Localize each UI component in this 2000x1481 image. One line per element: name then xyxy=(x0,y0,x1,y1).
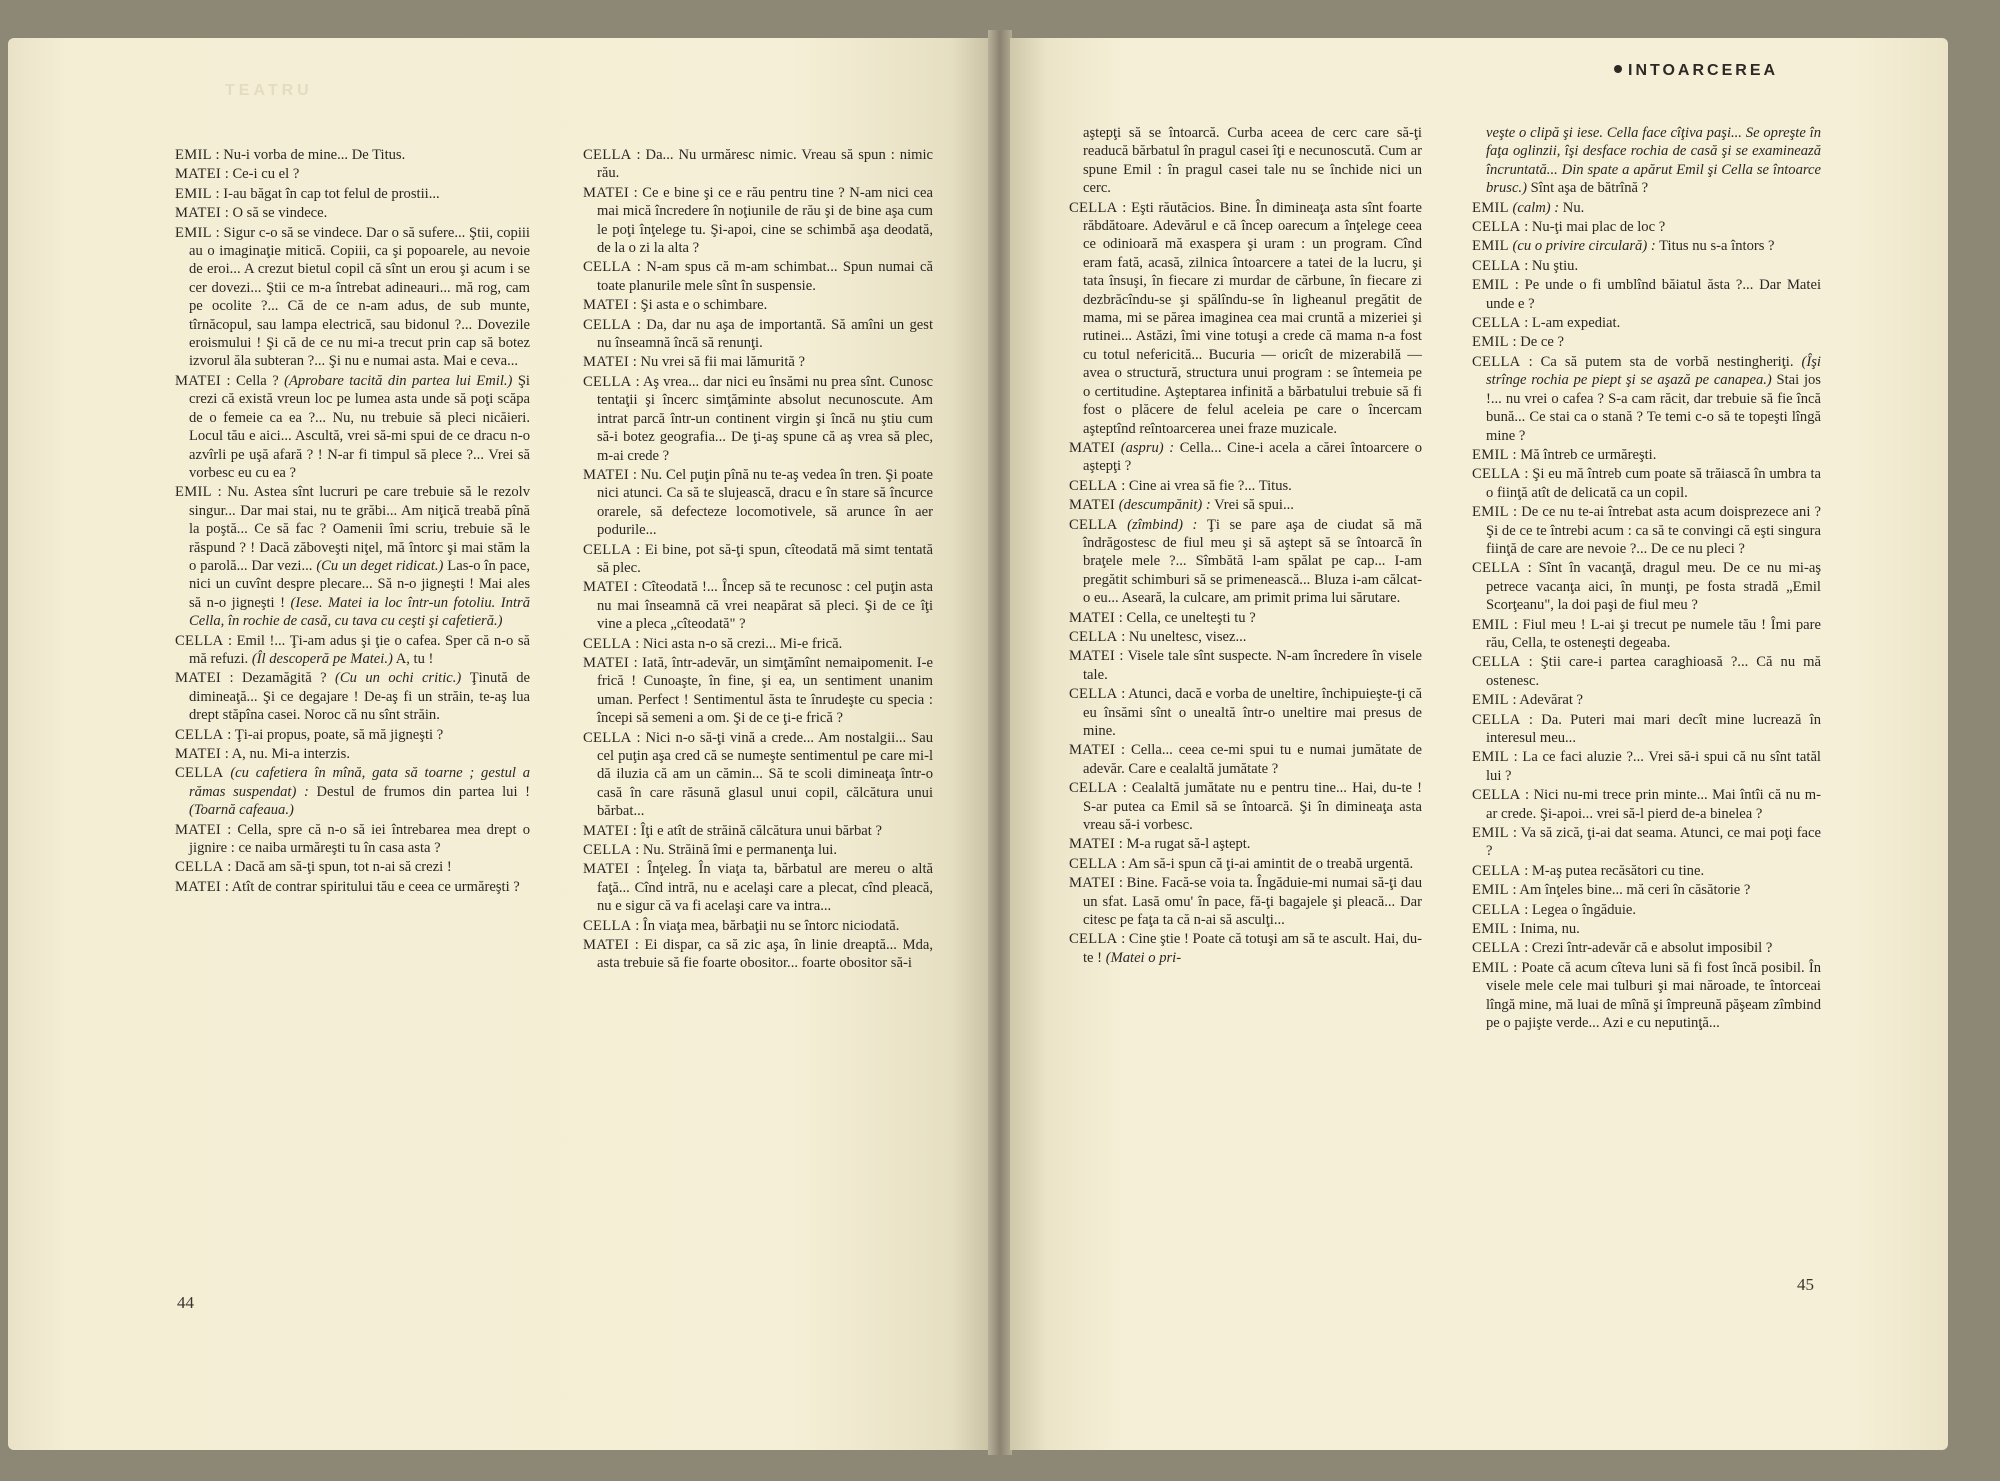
dialogue-line xyxy=(175,483,530,630)
line-text: : Cine ştie ! Poate că totuşi am să te ascult. Hai, du-te ! xyxy=(1083,931,1422,966)
speaker-name: CELLA xyxy=(175,859,224,876)
dialogue-line xyxy=(1069,628,1422,646)
dialogue-line xyxy=(583,146,933,183)
line-text: A, tu ! xyxy=(395,650,434,667)
speaker-name: MATEI xyxy=(1069,497,1116,514)
line-text: : L-am expediat. xyxy=(1524,315,1621,332)
line-text: : Nici nu-mi trece prin minte... Mai întîi că nu m-ar crede. Şi-apoi... vrei să-l pierd de-a binelea ? xyxy=(1486,787,1821,822)
speaker-name: EMIL xyxy=(1472,959,1509,976)
dialogue-line xyxy=(175,726,530,744)
speaker-name: CELLA xyxy=(583,842,632,859)
speaker-name: CELLA xyxy=(1472,654,1521,671)
dialogue-line xyxy=(583,258,933,295)
line-text: : Iată, într-adevăr, un simţămînt nemaipomenit. I-e frică ! Cunoaşte, în fine, şi ea, un sentiment unanim uman. Perfect ! Sentimentul ăsta te înrudeşte cu specia : începi să semeni a om. Şi de ce ţi-e frică ? xyxy=(597,654,933,727)
speaker-name: MATEI xyxy=(583,297,630,314)
speaker-name: EMIL xyxy=(175,185,212,202)
line-text: : Nu. Străină îmi e permanenţa lui. xyxy=(635,842,838,859)
line-text: : O să se vindece. xyxy=(224,205,328,222)
line-text: Sînt aşa de bătrînă ? xyxy=(1530,180,1649,197)
line-text: : Ce e bine şi ce e rău pentru tine ? N-am nici cea mai mică încredere în noţiunile de rău şi de bine aşa cum le poţi înţelege tu. Şi-apoi, cine se schimbă aşa deodată, de la o zi la alta ? xyxy=(597,184,933,257)
stage-direction: (Îşi strînge rochia pe piept şi se aşază pe canapea.) xyxy=(1486,353,1821,389)
line-text: Titus nu s-a întors ? xyxy=(1659,238,1775,255)
dialogue-line xyxy=(583,654,933,728)
line-text: : Nu-ţi mai plac de loc ? xyxy=(1524,219,1666,236)
dialogue-line xyxy=(583,373,933,465)
line-text: : De ce nu te-ai întrebat asta acum doisprezece ani ? Şi de ce te întrebi acum : ca să te convingi că eşti singura fiinţă de care are nevoie ?... De ce nu pleci ? xyxy=(1486,504,1821,557)
dialogue-line xyxy=(1472,616,1821,653)
speaker-name: CELLA xyxy=(1069,628,1118,645)
line-text: : Cîteodată !... Încep să te recunosc : cel puţin asta nu mai înseamnă că vrei neapărat să pleci. Şi de ce îţi vine a pleca „cîteodată" ? xyxy=(597,579,933,633)
speaker-name: CELLA xyxy=(583,259,632,276)
line-text: : Da. Puteri mai mari decît mine lucrează în interesul meu... xyxy=(1486,711,1821,746)
stage-direction: (descumpănit) : xyxy=(1118,497,1211,514)
dialogue-line xyxy=(583,578,933,633)
dialogue-line xyxy=(583,353,933,371)
dialogue-line xyxy=(583,184,933,258)
speaker-name: CELLA xyxy=(1472,940,1521,957)
speaker-name: MATEI xyxy=(1069,875,1116,892)
line-text: : Atît de contrar spiritului tău e ceea ce urmăreşti ? xyxy=(224,878,520,895)
dialogue-line xyxy=(1069,477,1422,495)
line-text: : Adevărat ? xyxy=(1512,692,1584,709)
line-text: : Ei bine, pot să-ţi spun, cîteodată mă simt tentată să plec. xyxy=(597,541,934,576)
speaker-name: MATEI xyxy=(583,184,630,201)
dialogue-line xyxy=(583,822,933,840)
speaker-name: MATEI xyxy=(175,746,222,762)
speaker-name: CELLA xyxy=(1472,901,1521,918)
speaker-name: CELLA xyxy=(1069,516,1118,533)
speaker-name: CELLA xyxy=(175,765,224,782)
dialogue-line xyxy=(1472,353,1821,445)
line-text: : Aş vrea... dar nici eu însămi nu prea sînt. Cunosc tentaţii şi încerc simţăminte absolut necunoscute. Am intrat parcă într-un continent virgin şi încă nu ştiu cum să-i botez geografia... De ţi-aş spune că aş vrea să plec, m-ai crede ? xyxy=(597,373,933,464)
line-text: Nu. xyxy=(1562,199,1585,216)
speaker-name: MATEI xyxy=(175,166,222,183)
dialogue-line xyxy=(1472,333,1821,351)
line-text: : Cine ai vrea să fie ?... Titus. xyxy=(1121,477,1292,494)
speaker-name: CELLA xyxy=(583,635,632,652)
speaker-name: MATEI xyxy=(583,354,630,371)
line-text: : Şi eu mă întreb cum poate să trăiască în umbra ta o fiinţă atît de delicată ca un copil. xyxy=(1486,466,1821,501)
dialogue-line xyxy=(583,729,933,821)
dialogue-line xyxy=(1472,881,1821,899)
line-text: Ţi se pare aşa de ciudat să mă îndrăgostesc de fiul meu şi să aştept să se întoarcă în braţele mele ?... Sîmbătă l-am spălat pe cap... I-am pregătit schimburi să se primenească... Bluza i-am călcat-o eu... Aseară, la culcare, am primit prima lui sărutare. xyxy=(1083,516,1423,607)
line-text: Destul de frumos din partea lui ! xyxy=(316,783,530,800)
dialogue-line xyxy=(1069,199,1422,438)
dialogue-line xyxy=(1069,874,1422,929)
speaker-name: EMIL xyxy=(1472,238,1509,255)
dialogue-line xyxy=(1069,609,1422,627)
dialogue-line xyxy=(1472,786,1821,823)
line-text: : În viaţa mea, bărbaţii nu se întorc niciodată. xyxy=(635,917,900,934)
speaker-name: MATEI xyxy=(583,654,630,671)
dialogue-line xyxy=(1472,124,1821,198)
speaker-name: MATEI xyxy=(1069,439,1116,456)
dialogue-line xyxy=(1472,959,1821,1033)
stage-direction: (Iese. Matei ia loc într-un fotoliu. Intră Cella, în rochie de casă, cu tava cu ceşti şi cafetieră.) xyxy=(189,594,530,630)
line-text: : Cella... ceea ce-mi spui tu e numai jumătate de adevăr. Care e cealaltă jumătate ? xyxy=(1083,742,1422,777)
line-text: : Visele tale sînt suspecte. N-am încredere în visele tale. xyxy=(1083,648,1422,683)
dialogue-line xyxy=(175,821,530,858)
stage-direction: (zîmbind) : xyxy=(1127,516,1198,533)
speaker-name: EMIL xyxy=(1472,749,1509,766)
speaker-name: MATEI xyxy=(175,205,222,222)
speaker-name: MATEI xyxy=(175,821,222,838)
dialogue-line xyxy=(175,185,530,203)
line-text: : N-am spus că m-am schimbat... Spun numai că toate planurile mele sînt în suspensie. xyxy=(597,259,933,294)
line-text: : M-a rugat să-l aştept. xyxy=(1118,836,1251,853)
dialogue-line xyxy=(1069,741,1422,778)
page-number-right: 45 xyxy=(1797,1275,1814,1294)
dialogue-line xyxy=(1472,257,1821,275)
dialogue-line xyxy=(583,936,933,973)
speaker-name: MATEI xyxy=(1069,609,1116,626)
dialogue-line xyxy=(1069,779,1422,834)
stage-direction: (Toarnă cafeaua.) xyxy=(189,802,294,819)
line-text: : Poate că acum cîteva luni să fi fost încă posibil. În visele mele cele mai tulburi şi mai năroade, te întorceai lîngă mine, mă luai de mînă şi împreună păşeam zîmbind pe o pajişte verde... Azi e cu neputinţă... xyxy=(1486,959,1821,1032)
stage-direction: (calm) : xyxy=(1512,199,1560,216)
speaker-name: MATEI xyxy=(583,466,630,483)
dialogue-line xyxy=(1472,939,1821,957)
line-text: aştepţi să se întoarcă. Curba aceea de cerc care să-ţi readucă bărbatul în pragul casei îţi e necunoscută. Cum ar spune Emil : în pragul casei tale nu se închide nici un cerc. xyxy=(1083,125,1422,197)
dialogue-line xyxy=(583,466,933,540)
line-text: : Cella ? xyxy=(226,372,279,389)
speaker-name: MATEI xyxy=(175,372,222,389)
speaker-name: EMIL xyxy=(1472,692,1509,709)
speaker-name: EMIL xyxy=(1472,882,1509,899)
dialogue-line xyxy=(583,841,933,859)
text-column-1 xyxy=(175,146,530,897)
running-head-title: INTOARCEREA xyxy=(1628,62,1779,79)
speaker-name: CELLA xyxy=(175,726,224,743)
stage-direction: (Cu un ochi critic.) xyxy=(335,670,462,687)
line-text: : Va să zică, ţi-ai dat seama. Atunci, ce mai poţi face ? xyxy=(1486,825,1821,860)
speaker-name: CELLA xyxy=(583,147,632,163)
dialogue-line xyxy=(583,296,933,314)
dialogue-line xyxy=(175,224,530,371)
speaker-name: CELLA xyxy=(1472,219,1521,236)
line-text: : Cealaltă jumătate nu e pentru tine... Hai, du-te ! S-ar putea ca Emil să se întoarcă. Şi în dimineaţa asta vreau să-i vorbesc. xyxy=(1083,780,1422,834)
speaker-name: CELLA xyxy=(175,632,224,649)
speaker-name: MATEI xyxy=(1069,836,1116,853)
speaker-name: CELLA xyxy=(583,917,632,934)
dialogue-line xyxy=(1069,516,1422,608)
line-text: : Sînt în vacanţă, dragul meu. De ce nu mi-aş petrece vacanţa aici, în munţi, pe fosta stradă „Emil Scorţeanu", la doi paşi de fiul meu ? xyxy=(1486,560,1821,614)
dialogue-line xyxy=(1472,559,1821,614)
dialogue-line xyxy=(1472,748,1821,785)
line-text: Stai jos !... nu vrei o cafea ? S-a cam răcit, dar trebuie să fie încă bună... Ce stai ca o stană ? Te temi c-o să te topeşti lîngă mine ? xyxy=(1486,372,1821,444)
line-text: : Nici asta n-o să crezi... Mi-e frică. xyxy=(635,635,843,652)
dialogue-line xyxy=(1069,439,1422,476)
dialogue-line xyxy=(1472,920,1821,938)
line-text: : Am înţeles bine... mă ceri în căsătorie ? xyxy=(1512,882,1751,899)
dialogue-line xyxy=(1472,691,1821,709)
speaker-name: CELLA xyxy=(1472,711,1521,728)
dialogue-line xyxy=(1472,711,1821,748)
line-text: : Dacă am să-ţi spun, tot n-ai să crezi ! xyxy=(227,859,452,876)
dialogue-line xyxy=(1472,901,1821,919)
dialogue-line xyxy=(583,635,933,653)
dialogue-line xyxy=(1069,855,1422,873)
stage-direction: (cu o privire circulară) : xyxy=(1512,238,1656,255)
dialogue-line xyxy=(1472,237,1821,255)
line-text: : Da, dar nu aşa de importantă. Să amîni un gest nu înseamnă încă să renunţi. xyxy=(597,316,934,352)
ghost-running-head: TEATRU xyxy=(225,82,313,99)
dialogue-line xyxy=(175,632,530,669)
line-text: : Am să-i spun că ţi-ai amintit de o treabă urgentă. xyxy=(1121,855,1414,872)
dialogue-line xyxy=(583,860,933,915)
speaker-name: CELLA xyxy=(1069,686,1118,703)
bullet-icon xyxy=(1614,65,1622,73)
line-text: : Pe unde o fi umblînd băiatul ăsta ?... Dar Matei unde e ? xyxy=(1486,277,1821,312)
stage-direction: veşte o clipă şi iese. Cella face cîţiva paşi... Se opreşte în faţa oglinzii, îşi desface rochia de casă şi se examinează încruntată... Din spate a apărut Emil şi Cella se întoarce brusc.) xyxy=(1486,125,1821,197)
line-text: : Cella, spre că n-o să iei întrebarea mea drept o jignire : ce naiba urmăreşti tu în casa asta ? xyxy=(189,821,530,857)
speaker-name: CELLA xyxy=(1069,780,1118,797)
dialogue-line xyxy=(1472,218,1821,236)
dialogue-line xyxy=(175,165,530,183)
text-column-3 xyxy=(1069,124,1422,968)
line-text: : Ca să putem sta de vorbă nestingheriţi. xyxy=(1528,353,1794,370)
speaker-name: CELLA xyxy=(1472,862,1521,879)
line-text: : Eşti răutăcios. Bine. În dimineaţa asta sînt foarte răbdătoare. Adevărul e că încep oarecum a înţelege ceea ce odinioară mă exaspera şi uram : un program. Cînd eram fată, acasă, zilnica întoarcere a tatei de la lucru, şi tata însuşi, în fiecare zi murdar de cărbune, în fiecare zi dezbrăcîndu-se şi spălîndu-se în ligheanul pregătit de mama, mi se părea imaginea cea mai cruntă a mizeriei şi rutinei... Astăzi, îmi vine totuşi a crede că mama n-a fost cu totul nefericită... Bucuria — oricît de mizerabilă — avea o structură, structura unui program : se întemeia pe o certitudine. Aşteptarea infinită a bărbatului trebuie să fi fost o plăcere de felul aceleia pe care o încercam aşteptînd reîntoarcerea unei fraze muzicale. xyxy=(1083,199,1422,437)
dialogue-line xyxy=(1069,647,1422,684)
speaker-name: EMIL xyxy=(1472,277,1509,294)
speaker-name: EMIL xyxy=(175,484,212,501)
dialogue-line xyxy=(175,764,530,819)
line-text: : Da... Nu urmăresc nimic. Vreau să spun : nimic rău. xyxy=(597,147,934,182)
speaker-name: CELLA xyxy=(1472,315,1521,332)
dialogue-line xyxy=(1472,862,1821,880)
speaker-name: CELLA xyxy=(583,541,632,558)
speaker-name: MATEI xyxy=(1069,742,1116,759)
line-text: : Nu ştiu. xyxy=(1524,257,1579,274)
line-text: : M-aş putea recăsători cu tine. xyxy=(1524,862,1705,879)
line-text: : Nu. Cel puţin pînă nu te-aş vedea în tren. Şi poate nici atunci. Ca să te slujească, dracu e în stare să încurce orarele, să defecteze locomotivele, să arunce în aer podurile... xyxy=(597,466,933,539)
dialogue-line xyxy=(1069,124,1422,198)
line-text: : Şi asta e o schimbare. xyxy=(632,297,768,314)
line-text: : Crezi într-adevăr că e absolut imposibil ? xyxy=(1524,940,1773,957)
line-text: Ţinută de dimineaţă... Şi ce degajare ! De-aş fi un străin, te-aş lua drept stăpîna casei. Noroc că nu sînt străin. xyxy=(189,670,530,724)
speaker-name: CELLA xyxy=(1472,257,1521,274)
speaker-name: MATEI xyxy=(583,579,630,596)
speaker-name: CELLA xyxy=(1472,353,1521,370)
line-text: : Ştii care-i partea caraghioasă ?... Că nu mă ostenesc. xyxy=(1486,654,1821,689)
dialogue-line xyxy=(1472,446,1821,464)
speaker-name: EMIL xyxy=(1472,334,1509,351)
speaker-name: CELLA xyxy=(583,373,632,390)
speaker-name: CELLA xyxy=(583,316,632,333)
speaker-name: MATEI xyxy=(583,861,630,878)
stage-direction: (cu cafetiera în mînă, gata să toarne ; gestul a rămas suspendat) : xyxy=(189,765,530,800)
speaker-name: EMIL xyxy=(1472,825,1509,842)
text-column-2 xyxy=(583,146,933,974)
stage-direction: (Îl descoperă pe Matei.) xyxy=(251,650,393,667)
line-text: : Ei dispar, ca să zic aşa, în linie dreaptă... Mda, asta trebuie să fie foarte obositor... foarte obositor să-i xyxy=(597,937,933,972)
stage-direction: (Cu un deget ridicat.) xyxy=(316,557,444,574)
line-text: : Dezamăgită ? xyxy=(229,670,327,687)
line-text: : Ţi-ai propus, poate, să mă jigneşti ? xyxy=(227,726,444,743)
speaker-name: MATEI xyxy=(175,670,222,687)
stage-direction: (Matei o pri- xyxy=(1105,949,1182,966)
speaker-name: EMIL xyxy=(175,224,212,241)
line-text: : Bine. Facă-se voia ta. Îngăduie-mi numai să-ţi dau un sfat. Lasă omu' în pace, fă-ţi bagajele şi pleacă... Dar citesc pe faţa ta că n-ai să asculţi... xyxy=(1083,875,1423,929)
dialogue-line xyxy=(1472,314,1821,332)
dialogue-line xyxy=(1069,685,1422,740)
text-column-4 xyxy=(1472,124,1821,1034)
dialogue-line xyxy=(1472,465,1821,502)
speaker-name: EMIL xyxy=(1472,504,1509,521)
line-text: : Inima, nu. xyxy=(1512,921,1580,938)
dialogue-line xyxy=(1069,496,1422,514)
line-text: Cella... Cine-i acela a cărei întoarcere o aştepţi ? xyxy=(1083,439,1422,475)
line-text: Şi crezi că există vreun loc pe lumea asta unde să poţi scăpa de o femeie ca ea ?... Nu, nu trebuie să pleci nicăieri. Locul tău e aici... Ascultă, vrei să-mi spui de ce dracu n-o azvîrli pe uşă afară ? ! N-ar fi timpul să plece ?... Vrei să vorbesc eu cu ea ? xyxy=(189,372,530,481)
speaker-name: CELLA xyxy=(1069,931,1118,948)
speaker-name: MATEI xyxy=(583,822,630,839)
line-text: : Nu vrei să fii mai lămurită ? xyxy=(632,354,805,371)
line-text: : Atunci, dacă e vorba de uneltire, închipuieşte-ţi că eu însămi sînt o unealtă într-o uneltire mai presus de mine. xyxy=(1083,686,1422,739)
line-text: Las-o în pace, nici un cuvînt despre plecare... Să n-o jigneşti ! Mai ales să n-o jigneşti ! xyxy=(189,557,530,611)
line-text: : I-au băgat în cap tot felul de prostii... xyxy=(215,185,440,202)
dialogue-line xyxy=(175,858,530,876)
speaker-name: EMIL xyxy=(1472,921,1509,938)
line-text: : Sigur c-o să se vindece. Dar o să sufere... Ştii, copiii au o imaginaţie mitică. Copiii, ca şi popoarele, au nevoie de eroi... A crezut bietul copil că sînt un erou şi acum i se cer dovezi... Ştii ce m-a întrebat adineauri... mă rog, cam pe ocolite ?... Că de ce n-am adus, de sub munte, tîrnăcopul, sau lampa electrică, sau bidonul ?... Dovezile eroismului ! Şi că de ce nu mi-a trecut prin cap să botez izvorul ăla subteran ?... Şi nu e numai asta. Mai e ceva... xyxy=(189,224,530,370)
line-text: : Mă întreb ce urmăreşti. xyxy=(1512,446,1657,463)
dialogue-line xyxy=(1069,835,1422,853)
speaker-name: CELLA xyxy=(1069,477,1118,494)
speaker-name: CELLA xyxy=(1472,560,1521,577)
line-text: : La ce faci aluzie ?... Vrei să-i spui că nu sînt tatăl lui ? xyxy=(1486,749,1821,784)
line-text: : Nu. Astea sînt lucruri pe care trebuie să le rezolv singur... Dar mai stai, nu te grăbi... Am niţică treabă pînă la poştă... Ce să fac ? Oamenii îmi scriu, trebuie să le răspund ? ! Dacă zăboveşti niţel, mă întorc şi mai stăm la o parolă... Dar vezi... xyxy=(189,484,530,574)
dialogue-line xyxy=(1472,503,1821,558)
dialogue-line xyxy=(1472,199,1821,217)
speaker-name: EMIL xyxy=(175,147,212,163)
line-text: : Fiul meu ! L-ai şi trecut pe numele tău ! Îmi pare rău, Cella, te osteneşti degeaba. xyxy=(1486,616,1821,651)
dialogue-line xyxy=(1472,824,1821,861)
dialogue-line xyxy=(1069,930,1422,967)
line-text: : Emil !... Ţi-am adus şi ţie o cafea. Sper că n-o să mă refuzi. xyxy=(189,632,530,667)
dialogue-line xyxy=(583,316,933,353)
line-text: : Îţi e atît de străină călcătura unui bărbat ? xyxy=(632,822,882,839)
speaker-name: EMIL xyxy=(1472,446,1509,463)
book-gutter xyxy=(988,30,1012,1455)
speaker-name: CELLA xyxy=(583,729,632,746)
dialogue-line xyxy=(175,669,530,724)
dialogue-line xyxy=(175,372,530,482)
line-text: : De ce ? xyxy=(1512,334,1564,351)
dialogue-line xyxy=(583,541,933,578)
line-text: Vrei să spui... xyxy=(1214,497,1294,514)
line-text: : Nici n-o să-ţi vină a crede... Am nostalgii... Sau cel puţin aşa cred că se numeşte sentimentul pe care mi-l dă iluzia că am un cămin... Să te scoli dimineaţa într-o casă în care răsună glasul unui copil, călcătura unui bărbat... xyxy=(597,729,933,820)
line-text: : Nu uneltesc, visez... xyxy=(1121,628,1247,645)
dialogue-line xyxy=(583,917,933,935)
line-text: : Înţeleg. În viaţa ta, bărbatul are mereu o altă faţă... Cînd intră, nu e acelaşi care a plecat, cînd pleacă, nu e sigur că va fi acelaşi care va intra... xyxy=(597,861,933,915)
page-number-left: 44 xyxy=(177,1293,194,1312)
line-text: : A, nu. Mi-a interzis. xyxy=(224,746,350,762)
speaker-name: CELLA xyxy=(1472,466,1521,483)
dialogue-line xyxy=(1472,653,1821,690)
speaker-name: EMIL xyxy=(1472,199,1509,216)
speaker-name: MATEI xyxy=(1069,648,1116,665)
speaker-name: MATEI xyxy=(175,878,222,895)
line-text: : Nu-i vorba de mine... De Titus. xyxy=(215,147,406,163)
speaker-name: MATEI xyxy=(583,937,630,954)
speaker-name: CELLA xyxy=(1069,855,1118,872)
line-text: : Cella, ce unelteşti tu ? xyxy=(1118,609,1256,626)
speaker-name: CELLA xyxy=(1472,787,1521,804)
dialogue-line xyxy=(175,204,530,222)
line-text: : Legea o îngăduie. xyxy=(1524,901,1637,918)
dialogue-line xyxy=(1472,276,1821,313)
dialogue-line xyxy=(175,745,530,763)
running-head xyxy=(1614,62,1778,80)
speaker-name: EMIL xyxy=(1472,616,1509,633)
dialogue-line xyxy=(175,878,530,896)
line-text: : Ce-i cu el ? xyxy=(224,166,300,183)
dialogue-line xyxy=(175,146,530,164)
stage-direction: (Aprobare tacită din partea lui Emil.) xyxy=(284,372,513,389)
speaker-name: CELLA xyxy=(1069,199,1118,216)
stage-direction: (aspru) : xyxy=(1120,439,1175,456)
